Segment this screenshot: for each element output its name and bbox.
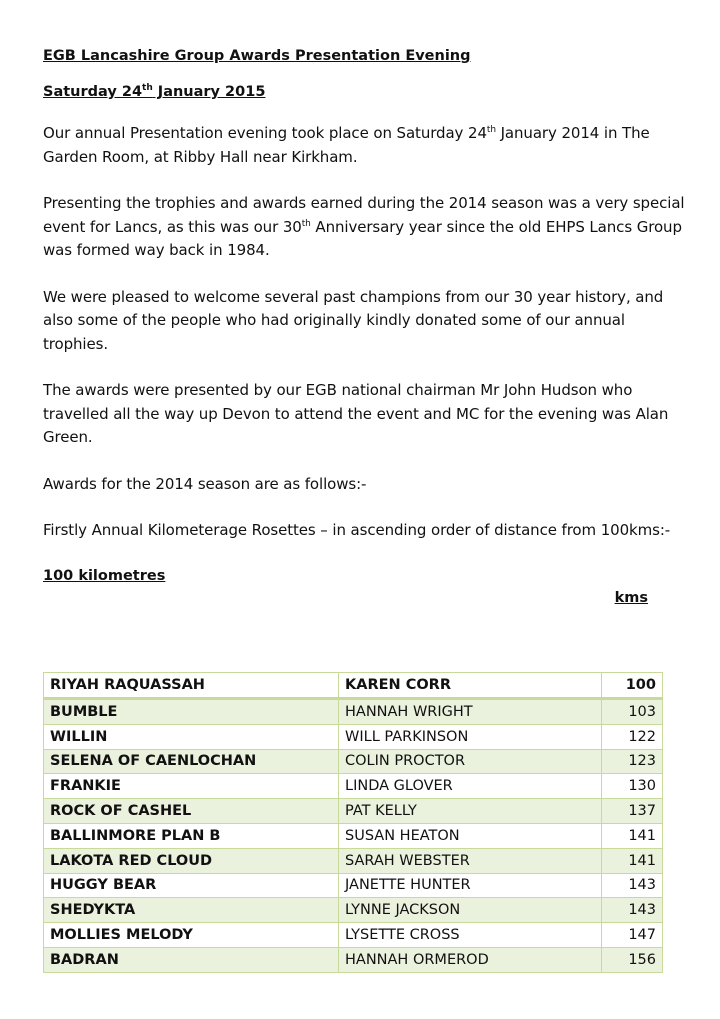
rider-cell: LYSETTE CROSS xyxy=(339,923,602,948)
table-row xyxy=(44,749,663,774)
kms-column-label: kms xyxy=(614,589,648,606)
kms-cell: 123 xyxy=(602,749,663,774)
kms-cell: 156 xyxy=(602,947,663,972)
rider-cell: PAT KELLY xyxy=(339,799,602,824)
table-row xyxy=(44,724,663,749)
rider-cell: HANNAH WRIGHT xyxy=(339,699,602,725)
paragraph-awards-intro: Awards for the 2014 season are as follows:- xyxy=(43,474,367,493)
rider-cell: WILL PARKINSON xyxy=(339,724,602,749)
kilometerage-table xyxy=(43,672,663,973)
kms-cell: 143 xyxy=(602,898,663,923)
table-row xyxy=(44,699,663,725)
rider-cell: JANETTE HUNTER xyxy=(339,873,602,898)
paragraph-presenter: The awards were presented by our EGB national chairman Mr John Hudson who travelled all the way up Devon to attend the event and MC for the evening was Alan Green. xyxy=(43,381,669,446)
horse-cell: LAKOTA RED CLOUD xyxy=(44,848,339,873)
horse-cell: WILLIN xyxy=(44,724,339,749)
section-title: 100 kilometres xyxy=(43,567,166,584)
horse-cell: BADRAN xyxy=(44,947,339,972)
event-date xyxy=(43,82,688,102)
p1-sup: th xyxy=(486,125,496,135)
kms-cell: 141 xyxy=(602,848,663,873)
paragraph-champions: We were pleased to welcome several past champions from our 30 year history, and also some of the people who had originally kindly donated some of our annual trophies. xyxy=(43,287,664,353)
date-sup: th xyxy=(142,83,153,93)
horse-cell: MOLLIES MELODY xyxy=(44,923,339,948)
kms-cell: 122 xyxy=(602,724,663,749)
document-title: EGB Lancashire Group Awards Presentation Evening xyxy=(43,48,471,64)
rider-cell: KAREN CORR xyxy=(339,673,602,699)
horse-cell: SHEDYKTA xyxy=(44,898,339,923)
horse-cell: HUGGY BEAR xyxy=(44,873,339,898)
rider-cell: LYNNE JACKSON xyxy=(339,898,602,923)
kms-cell: 130 xyxy=(602,774,663,799)
table-row xyxy=(44,947,663,972)
horse-cell: ROCK OF CASHEL xyxy=(44,799,339,824)
table-row xyxy=(44,848,663,873)
table-row xyxy=(44,823,663,848)
kms-cell: 137 xyxy=(602,799,663,824)
rider-cell: LINDA GLOVER xyxy=(339,774,602,799)
kms-cell: 141 xyxy=(602,823,663,848)
table-row xyxy=(44,873,663,898)
horse-cell: BUMBLE xyxy=(44,699,339,725)
p2-sup: th xyxy=(301,218,311,229)
rider-cell: COLIN PROCTOR xyxy=(339,749,602,774)
horse-cell: BALLINMORE PLAN B xyxy=(44,823,339,848)
horse-cell: RIYAH RAQUASSAH xyxy=(44,673,339,699)
p2-b: Anniversary year since the old EHPS Lancs Group was formed way back in 1984. xyxy=(43,217,682,259)
date-suffix: January 2015 xyxy=(152,84,266,100)
table-row xyxy=(44,923,663,948)
p1-a: Our annual Presentation evening took place on Saturday 24 xyxy=(43,124,487,142)
table-row xyxy=(44,898,663,923)
kms-cell: 147 xyxy=(602,923,663,948)
paragraph-rosettes: Firstly Annual Kilometerage Rosettes – in ascending order of distance from 100kms:- xyxy=(43,521,671,539)
rider-cell: SUSAN HEATON xyxy=(339,823,602,848)
paragraph-intro xyxy=(43,122,688,169)
horse-cell: SELENA OF CAENLOCHAN xyxy=(44,749,339,774)
table-row xyxy=(44,799,663,824)
horse-cell: FRANKIE xyxy=(44,774,339,799)
p2-a: Presenting the trophies and awards earned during the 2014 season was a very special event for Lancs, as this was our 30 xyxy=(43,194,685,236)
kms-cell: 103 xyxy=(602,699,663,725)
rider-cell: HANNAH ORMEROD xyxy=(339,947,602,972)
p1-b: January 2014 in The Garden Room, at Ribby Hall near Kirkham. xyxy=(43,124,650,166)
date-prefix: Saturday 24 xyxy=(43,84,143,100)
table-row xyxy=(44,774,663,799)
kms-cell: 100 xyxy=(602,673,663,699)
rider-cell: SARAH WEBSTER xyxy=(339,848,602,873)
paragraph-anniversary xyxy=(43,192,688,263)
table-row xyxy=(44,673,663,699)
kms-cell: 143 xyxy=(602,873,663,898)
document-body xyxy=(43,46,688,608)
